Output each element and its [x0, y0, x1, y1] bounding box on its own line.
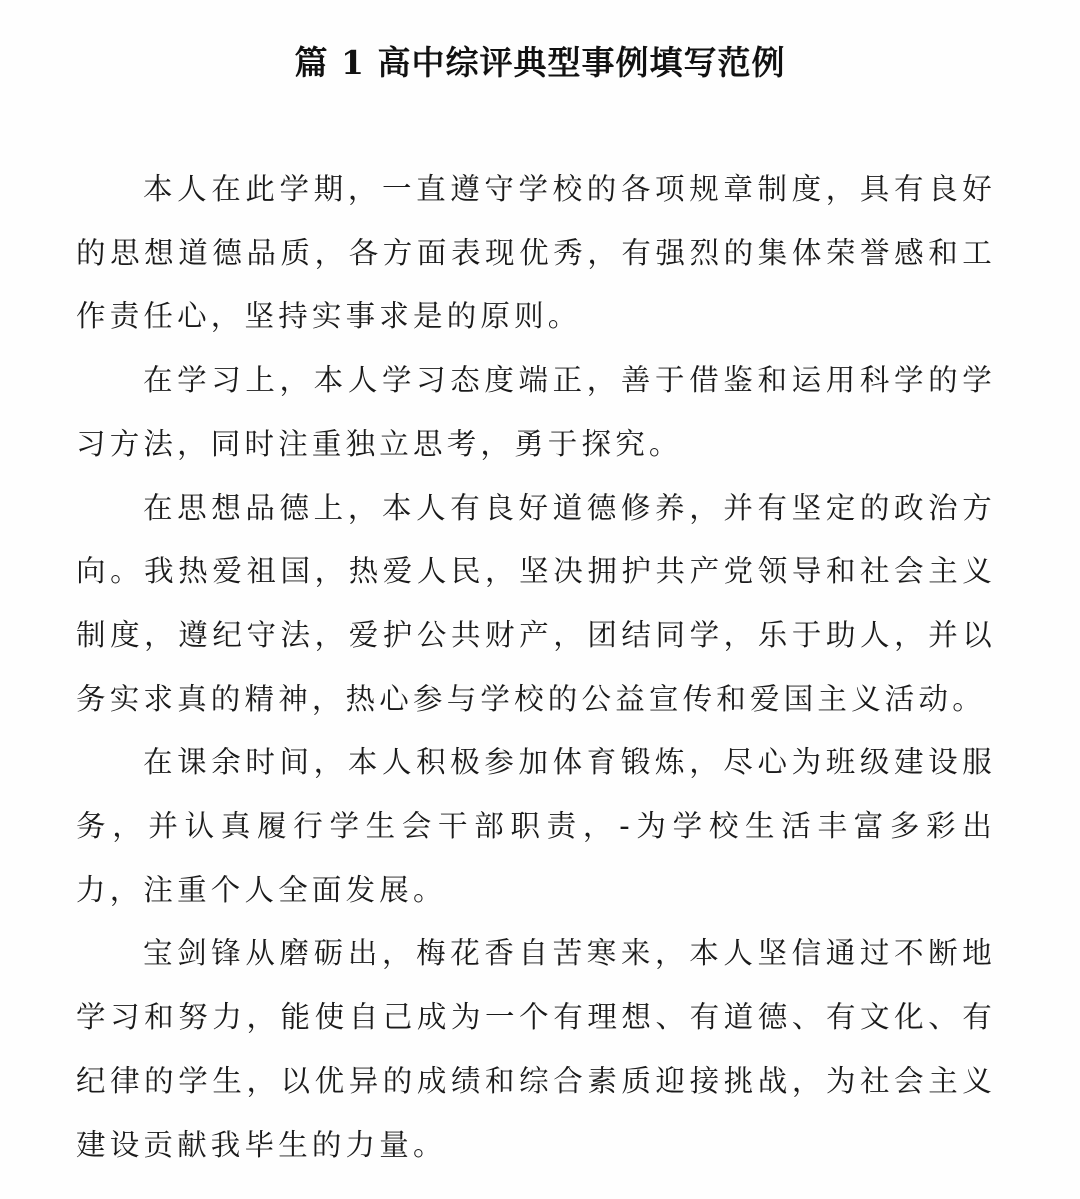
paragraph-extracurricular: 在课余时间，本人积极参加体育锻炼，尽心为班级建设服务，并认真履行学生会干部职责，-为学校生活丰富多彩出力，注重个人全面发展。 [76, 745, 996, 907]
document-body [76, 158, 996, 1177]
paragraph-study: 在学习上，本人学习态度端正，善于借鉴和运用科学的学习方法，同时注重独立思考，勇于探究。 [76, 363, 996, 461]
document-title: 篇 1 高中综评典型事例填写范例 [294, 43, 786, 82]
paragraph-conduct: 本人在此学期，一直遵守学校的各项规章制度，具有良好的思想道德品质，各方面表现优秀，有强烈的集体荣誉感和工作责任心，坚持实事求是的原则。 [76, 172, 996, 334]
paragraph-morality: 在思想品德上，本人有良好道德修养，并有坚定的政治方向。我热爱祖国，热爱人民，坚决拥护共产党领导和社会主义制度，遵纪守法，爱护公共财产，团结同学，乐于助人，并以务实求真的精神，热心参与学校的公益宣传和爱国主义活动。 [76, 490, 996, 716]
paragraph-conclusion: 宝剑锋从磨砺出，梅花香自苦寒来，本人坚信通过不断地学习和努力，能使自己成为一个有理想、有道德、有文化、有纪律的学生，以优异的成绩和综合素质迎接挑战，为社会主义建设贡献我毕生的力量。 [76, 936, 996, 1162]
